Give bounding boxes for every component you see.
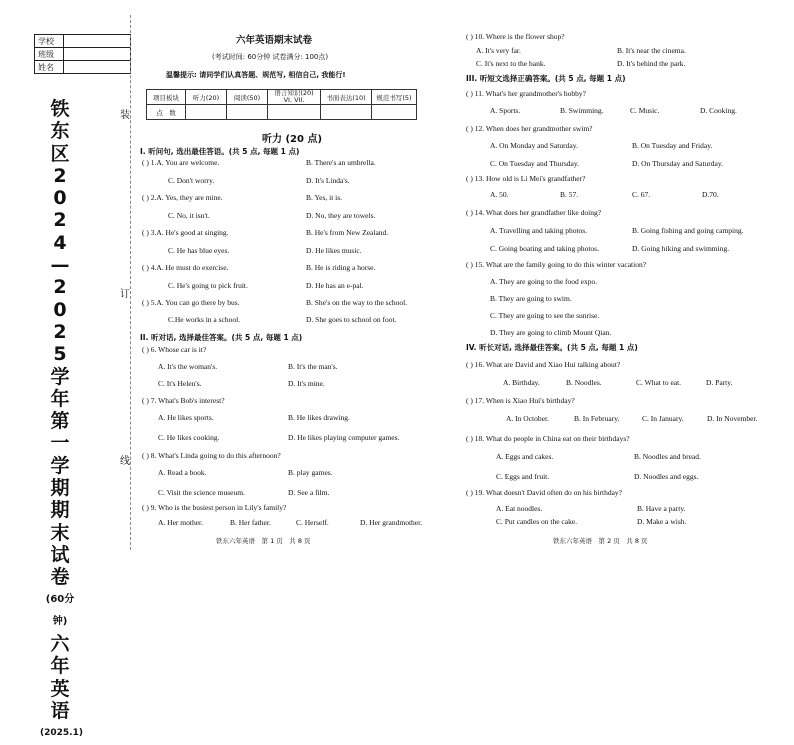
vt-char: 区 bbox=[50, 142, 70, 165]
vt-char: 2 bbox=[53, 164, 67, 187]
name-field[interactable] bbox=[64, 61, 131, 74]
question-stem: ( ) 17. When is Xiao Hui's birthday? bbox=[466, 396, 575, 405]
question-option: A. Eggs and cakes. bbox=[496, 452, 554, 461]
question-stem: ( ) 10. Where is the flower shop? bbox=[466, 32, 565, 41]
question-option: C. No, it isn't. bbox=[168, 211, 210, 220]
score-col-header: 规范书写(5) bbox=[372, 90, 417, 105]
question-option: ( ) 4.A. He must do exercise. bbox=[142, 263, 229, 272]
vt-char: 0 bbox=[53, 298, 67, 321]
question-option: C. He likes cooking. bbox=[158, 433, 220, 442]
question-stem: ( ) 9. Who is the busiest person in Lily's family? bbox=[142, 503, 287, 512]
question-option: B. play games. bbox=[288, 468, 333, 477]
class-label: 班级 bbox=[35, 48, 64, 61]
question-option: A. Her mother. bbox=[158, 518, 203, 527]
class-field[interactable] bbox=[64, 48, 131, 61]
question-option: A. Read a book. bbox=[158, 468, 207, 477]
vt-char: 2 bbox=[53, 320, 67, 343]
score-col-header: 书面表达(10) bbox=[321, 90, 372, 105]
question-option: C. In January. bbox=[642, 414, 684, 423]
tip-text: 温馨提示: 请同学们认真答题、规范写, 相信自己, 我能行! bbox=[166, 71, 346, 79]
question-option: B. It's the man's. bbox=[288, 362, 338, 371]
question-option: C. 67. bbox=[632, 190, 651, 199]
question-option: B. In February. bbox=[574, 414, 620, 423]
question-option: C. Going boating and taking photos. bbox=[490, 244, 599, 253]
vt-char: — bbox=[50, 254, 70, 277]
question-stem: ( ) 6. Whose car is it? bbox=[142, 345, 207, 354]
question-option: D. No, they are towels. bbox=[306, 211, 376, 220]
question-option: B. Going fishing and going camping. bbox=[632, 226, 744, 235]
question-option: C. They are going to see the sunrise. bbox=[490, 311, 600, 320]
question-option: C. It's next to the bank. bbox=[476, 59, 546, 68]
vt-date: (2025.1) bbox=[40, 728, 83, 739]
score-cell[interactable] bbox=[227, 105, 268, 120]
vt-char: 年 bbox=[50, 655, 70, 678]
question-option: D. Going hiking and swimming. bbox=[632, 244, 730, 253]
question-option: ( ) 1.A. You are welcome. bbox=[142, 158, 220, 167]
section-heading: I. 听问句, 选出最佳答语。(共 5 点, 每题 1 点) bbox=[140, 147, 300, 156]
question-option: B. On Tuesday and Friday. bbox=[632, 141, 713, 150]
question-option: C. Herself. bbox=[296, 518, 329, 527]
question-option: B. 57. bbox=[560, 190, 579, 199]
question-option: C. What to eat. bbox=[636, 378, 682, 387]
vt-char: 期 bbox=[50, 477, 70, 500]
question-option: D. Cooking. bbox=[700, 106, 737, 115]
bind-char-xian: 线 bbox=[120, 452, 130, 467]
question-option: B. Noodles and bread. bbox=[634, 452, 701, 461]
question-option: D. It's mine. bbox=[288, 379, 325, 388]
question-option: D. On Thursday and Saturday. bbox=[632, 159, 724, 168]
vt-char: 英 bbox=[50, 677, 70, 700]
question-stem: ( ) 12. When does her grandmother swim? bbox=[466, 124, 593, 133]
name-label: 姓名 bbox=[35, 61, 64, 74]
score-col-header: 项目板块 bbox=[147, 90, 186, 105]
binding-line bbox=[130, 15, 131, 550]
question-option: D. He likes music. bbox=[306, 246, 362, 255]
question-option: B. Swimming. bbox=[560, 106, 604, 115]
question-stem: ( ) 13. How old is Li Mei's grandfather? bbox=[466, 174, 586, 183]
question-option: B. He's from New Zealand. bbox=[306, 228, 389, 237]
question-stem: ( ) 14. What does her grandfather like doing? bbox=[466, 208, 602, 217]
vt-char: 末 bbox=[50, 521, 70, 544]
vt-char: 东 bbox=[50, 120, 70, 143]
question-option: A. In October. bbox=[506, 414, 549, 423]
score-cell[interactable] bbox=[268, 105, 321, 120]
question-option: A. Travelling and taking photos. bbox=[490, 226, 588, 235]
vt-char: 期 bbox=[50, 499, 70, 522]
question-option: C. It's Helen's. bbox=[158, 379, 202, 388]
section-heading: II. 听对话, 选择最佳答案。(共 5 点, 每题 1 点) bbox=[140, 333, 303, 342]
question-option: C. Don't worry. bbox=[168, 176, 215, 185]
section-heading: IV. 听长对话, 选择最佳答案。(共 5 点, 每题 1 点) bbox=[466, 343, 638, 352]
question-option: B. Her father. bbox=[230, 518, 271, 527]
question-option: ( ) 5.A. You can go there by bus. bbox=[142, 298, 240, 307]
vt-char: 一 bbox=[50, 432, 70, 455]
vt-char: 2 bbox=[53, 209, 67, 232]
question-option: D. In November. bbox=[707, 414, 758, 423]
question-option: A. It's the woman's. bbox=[158, 362, 218, 371]
vt-char: 5 bbox=[53, 343, 67, 366]
question-option: D. See a film. bbox=[288, 488, 330, 497]
section-heading: III. 听短文选择正确答案。(共 5 点, 每题 1 点) bbox=[466, 74, 626, 83]
question-option: D. Party. bbox=[706, 378, 733, 387]
question-stem: ( ) 16. What are David and Xiao Hui talking about? bbox=[466, 360, 621, 369]
question-option: D. They are going to climb Mount Qian. bbox=[490, 328, 612, 337]
vertical-exam-title bbox=[40, 98, 83, 745]
question-option: B. Yes, it is. bbox=[306, 193, 343, 202]
question-option: B. He likes drawing. bbox=[288, 413, 350, 422]
question-option: A. 50. bbox=[490, 190, 509, 199]
bind-char-ding: 订 bbox=[120, 285, 130, 300]
score-row-label: 点 数 bbox=[147, 105, 186, 120]
vt-char: 学 bbox=[50, 454, 70, 477]
question-option: C. Music. bbox=[630, 106, 660, 115]
question-option: B. Have a party. bbox=[637, 504, 686, 513]
vt-char: 年 bbox=[50, 387, 70, 410]
vt-char: 2 bbox=[53, 276, 67, 299]
vt-char: 六 bbox=[50, 633, 70, 656]
listening-header: 听力 (20 点) bbox=[262, 134, 323, 145]
question-stem: ( ) 18. What do people in China eat on their birthdays? bbox=[466, 434, 630, 443]
question-option: D. Make a wish. bbox=[637, 517, 687, 526]
question-option: D.70. bbox=[702, 190, 719, 199]
bind-char-zhuang: 装 bbox=[120, 106, 130, 121]
question-option: A. Eat noodles. bbox=[496, 504, 543, 513]
question-option: D. He has an e-pal. bbox=[306, 281, 364, 290]
page-footer-right: 铁东六年英语 第 2 页 共 8 页 bbox=[553, 537, 648, 545]
vt-char: 4 bbox=[53, 231, 67, 254]
vt-char: 学 bbox=[50, 365, 70, 388]
question-option: D. It's Linda's. bbox=[306, 176, 350, 185]
score-cell[interactable] bbox=[321, 105, 372, 120]
question-option: ( ) 3.A. He's good at singing. bbox=[142, 228, 229, 237]
question-stem: ( ) 19. What doesn't David often do on his birthday? bbox=[466, 488, 622, 497]
score-col-header: 阅读(50) bbox=[227, 90, 268, 105]
question-option: C. He's going to pick fruit. bbox=[168, 281, 248, 290]
question-option: B. Noodles. bbox=[566, 378, 602, 387]
question-option: D. It's behind the park. bbox=[617, 59, 686, 68]
question-option: D. He likes playing computer games. bbox=[288, 433, 400, 442]
question-option: B. They are going to swim. bbox=[490, 294, 572, 303]
question-stem: ( ) 7. What's Bob's interest? bbox=[142, 396, 225, 405]
question-stem: ( ) 8. What's Linda going to do this afternoon? bbox=[142, 451, 281, 460]
score-cell[interactable] bbox=[186, 105, 227, 120]
page-footer-left: 铁东六年英语 第 1 页 共 8 页 bbox=[216, 537, 311, 545]
question-option: C. Visit the science museum. bbox=[158, 488, 245, 497]
question-option: B. He is riding a horse. bbox=[306, 263, 376, 272]
question-option: B. It's near the cinema. bbox=[617, 46, 686, 55]
school-label: 学校 bbox=[35, 35, 64, 48]
school-field[interactable] bbox=[64, 35, 131, 48]
question-option: C. On Tuesday and Thursday. bbox=[490, 159, 579, 168]
question-option: C. Eggs and fruit. bbox=[496, 472, 550, 481]
question-option: A. Birthday. bbox=[503, 378, 540, 387]
question-option: C. He has blue eyes. bbox=[168, 246, 230, 255]
question-option: A. It's very far. bbox=[476, 46, 521, 55]
question-option: D. She goes to school on foot. bbox=[306, 315, 397, 324]
vt-char: 卷 bbox=[50, 566, 70, 589]
vt-char: 铁 bbox=[50, 98, 70, 120]
vt-char: 0 bbox=[53, 187, 67, 210]
score-col-header: 听力(20) bbox=[186, 90, 227, 105]
exam-info: (考试时间: 60分钟 试卷满分: 100点) bbox=[212, 53, 329, 61]
question-option: A. They are going to the food expo. bbox=[490, 277, 598, 286]
question-option: A. He likes sports. bbox=[158, 413, 214, 422]
question-option: B. She's on the way to the school. bbox=[306, 298, 408, 307]
vt-char: 第 bbox=[50, 410, 70, 433]
question-option: A. Sports. bbox=[490, 106, 521, 115]
question-option: D. Noodles and eggs. bbox=[634, 472, 699, 481]
question-option: C. Put candles on the cake. bbox=[496, 517, 578, 526]
score-col-header: 语言知识(20) VI. VII. bbox=[268, 90, 321, 105]
vt-char: 语 bbox=[50, 700, 70, 723]
score-table bbox=[146, 89, 417, 120]
page-title: 六年英语期末试卷 bbox=[236, 35, 313, 46]
vt-duration: (60分钟) bbox=[45, 593, 75, 627]
question-stem: ( ) 11. What's her grandmother's hobby? bbox=[466, 89, 586, 98]
score-cell[interactable] bbox=[372, 105, 417, 120]
question-option: D. Her grandmother. bbox=[360, 518, 423, 527]
question-option: ( ) 2.A. Yes, they are mine. bbox=[142, 193, 223, 202]
student-info-table bbox=[34, 34, 131, 74]
vt-char: 试 bbox=[50, 543, 70, 566]
question-option: C.He works in a school. bbox=[168, 315, 241, 324]
question-stem: ( ) 15. What are the family going to do this winter vacation? bbox=[466, 260, 647, 269]
question-option: B. There's an umbrella. bbox=[306, 158, 376, 167]
question-option: A. On Monday and Saturday. bbox=[490, 141, 578, 150]
